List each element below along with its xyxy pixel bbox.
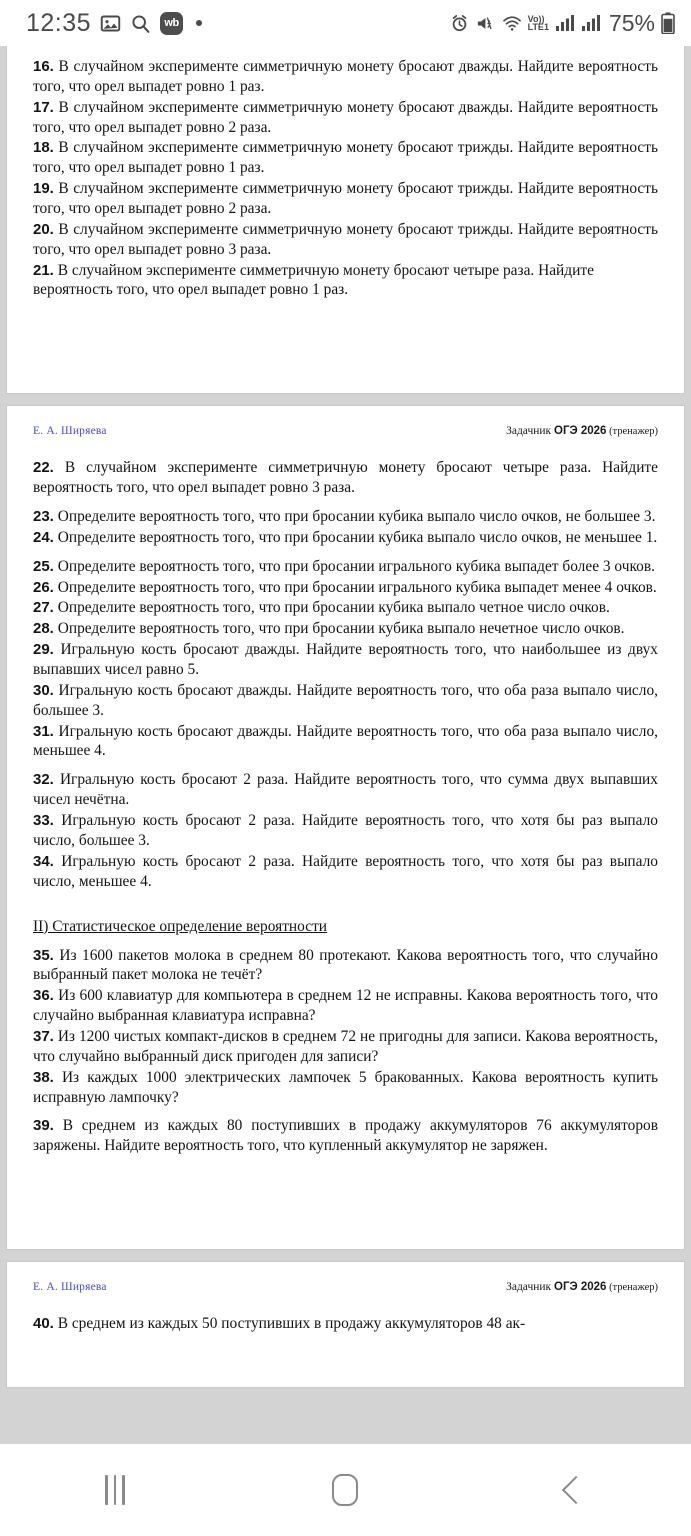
search-icon xyxy=(130,13,151,34)
task-text: Игральную кость бросают дважды. Найдите вероятность того, что наибольшее из двух выпавших чисел равно 5. xyxy=(33,641,658,679)
volte-bottom-label: LTE1 xyxy=(527,22,549,32)
task-text: В среднем из каждых 80 поступивших в продажу аккумуляторов 76 аккумуляторов заряжены. Найдите вероятность того, что купленный аккумулятор не заряжен. xyxy=(33,1117,658,1155)
task-item xyxy=(33,1116,658,1156)
page-bottom-whitespace xyxy=(33,301,658,393)
task-item xyxy=(33,598,658,618)
task-text: В случайном эксперименте симметричную монету бросают трижды. Найдите вероятность того, что орел выпадет ровно 1 раз. xyxy=(33,139,658,177)
task-number: 40. xyxy=(33,1315,54,1333)
section-heading: II) Статистическое определение вероятности xyxy=(33,917,328,935)
task-number: 27. xyxy=(33,599,54,617)
home-button[interactable] xyxy=(285,1460,405,1520)
task-number: 33. xyxy=(33,812,54,830)
page-header-title-bold: ОГЭ 2026 xyxy=(554,1281,607,1294)
task-text: Определите вероятность того, что при бросании игрального кубика выпадет более 3 очков. xyxy=(57,557,655,575)
task-text: В случайном эксперименте симметричную монету бросают четыре раза. Найдите вероятность того, что орел выпадет ровно 3 раза. xyxy=(33,459,658,497)
task-item xyxy=(33,458,658,498)
task-number: 31. xyxy=(33,722,54,740)
status-bar-right xyxy=(450,10,675,37)
volte-icon xyxy=(528,15,549,31)
task-number: 25. xyxy=(33,557,54,575)
document-page-2 xyxy=(6,405,685,1250)
task-item xyxy=(33,98,658,138)
task-number: 20. xyxy=(33,220,54,238)
task-text: Из каждых 1000 электрических лампочек 5 бракованных. Какова вероятность купить исправную лампочку? xyxy=(33,1068,658,1106)
task-number: 16. xyxy=(33,58,54,75)
page-header-title-bold: ОГЭ 2026 xyxy=(554,425,607,438)
task-number: 17. xyxy=(33,98,54,116)
task-item xyxy=(33,507,658,527)
task-item xyxy=(33,528,658,548)
task-number: 32. xyxy=(33,771,54,789)
back-icon xyxy=(562,1476,590,1504)
status-bar xyxy=(0,0,691,46)
task-number: 22. xyxy=(33,459,54,477)
page-header-title-suffix: (тренажер) xyxy=(606,1282,658,1294)
page-header-title-prefix: Задачник xyxy=(506,1281,554,1294)
task-number: 18. xyxy=(33,139,54,157)
back-button[interactable] xyxy=(516,1460,636,1520)
task-number: 30. xyxy=(33,681,54,699)
image-icon xyxy=(100,13,121,34)
mute-icon xyxy=(475,14,495,33)
task-text: Игральную кость бросают дважды. Найдите вероятность того, что оба раза выпало число, большее 3. xyxy=(33,681,658,719)
task-number: 34. xyxy=(33,852,54,870)
task-item xyxy=(33,179,658,219)
task-item xyxy=(33,557,658,577)
page-header-author[interactable]: Е. А. Ширяева xyxy=(33,1281,107,1294)
alarm-icon xyxy=(450,14,469,33)
page-bottom-whitespace xyxy=(33,1157,658,1249)
page-header xyxy=(33,406,658,458)
page-header-title xyxy=(506,425,658,437)
task-item xyxy=(33,261,658,301)
task-text: В случайном эксперименте симметричную монету бросают трижды. Найдите вероятность того, что орел выпадет ровно 3 раза. xyxy=(33,220,658,258)
status-clock: 12:35 xyxy=(26,8,92,37)
task-text: Игральную кость бросают дважды. Найдите вероятность того, что оба раза выпало число, меньшее 4. xyxy=(33,722,658,760)
task-number: 38. xyxy=(33,1068,54,1086)
task-number: 36. xyxy=(33,987,54,1005)
task-item xyxy=(33,986,658,1026)
page-header-title xyxy=(506,1281,658,1293)
task-text: Определите вероятность того, что при бросании кубика выпало число очков, не меньшее 1. xyxy=(57,528,658,546)
page-header-title-prefix: Задачник xyxy=(506,425,554,438)
task-number: 37. xyxy=(33,1027,54,1045)
task-text: В случайном эксперименте симметричную монету бросают трижды. Найдите вероятность того, что орел выпадет ровно 2 раза. xyxy=(33,180,658,218)
task-item xyxy=(33,681,658,721)
document-page-3 xyxy=(6,1261,685,1388)
task-item xyxy=(33,722,658,762)
task-item xyxy=(33,1314,658,1334)
task-text: Игральную кость бросают 2 раза. Найдите вероятность того, что хотя бы раз выпало число, большее 3. xyxy=(33,812,658,849)
task-number: 23. xyxy=(33,508,54,526)
task-number: 28. xyxy=(33,620,54,638)
task-text: Игральную кость бросают 2 раза. Найдите вероятность того, что сумма двух выпавших чисел нечётна. xyxy=(33,771,658,809)
android-navigation-bar xyxy=(0,1444,691,1536)
task-item xyxy=(33,852,658,892)
recents-icon xyxy=(105,1475,125,1505)
task-item xyxy=(33,138,658,178)
page-header-title-suffix: (тренажер) xyxy=(606,426,658,438)
signal-icon-1 xyxy=(555,14,575,32)
task-text: Из 600 клавиатур для компьютера в среднем 12 не исправны. Какова вероятность того, что случайно выбранная клавиатура исправна? xyxy=(33,987,658,1025)
signal-icon-2 xyxy=(581,14,601,32)
task-number: 24. xyxy=(33,528,54,546)
task-text: В случайном эксперименте симметричную монету бросают дважды. Найдите вероятность того, что орел выпадет ровно 2 раза. xyxy=(33,98,658,136)
battery-icon xyxy=(661,12,675,34)
task-item xyxy=(33,811,658,851)
task-item xyxy=(33,946,658,986)
task-text: Из 1600 пакетов молока в среднем 80 протекают. Какова вероятность того, что случайно выбранный пакет молока не течёт? xyxy=(33,946,658,984)
task-number: 39. xyxy=(33,1117,54,1135)
wb-badge-icon: wb xyxy=(160,12,183,35)
task-text: Определите вероятность того, что при бросании кубика выпало нечетное число очков. xyxy=(57,620,625,638)
task-text: В среднем из каждых 50 поступивших в продажу аккумуляторов 48 ак- xyxy=(57,1315,526,1333)
task-item xyxy=(33,1027,658,1067)
task-number: 26. xyxy=(33,578,54,596)
home-icon xyxy=(332,1474,358,1506)
page-header-author[interactable]: Е. А. Ширяева xyxy=(33,425,107,438)
document-scroll-area[interactable] xyxy=(0,46,691,1444)
task-item xyxy=(33,619,658,639)
task-text: В случайном эксперименте симметричную монету бросают четыре раза. Найдите вероятность того, что орел выпадет ровно 1 раз. xyxy=(33,261,594,299)
wifi-icon xyxy=(501,14,522,33)
task-text: Определите вероятность того, что при бросании кубика выпало число очков, не большее 3. xyxy=(57,508,656,526)
page-header xyxy=(33,1262,658,1314)
dot-indicator xyxy=(196,20,202,26)
task-item xyxy=(33,57,658,97)
task-text: В случайном эксперименте симметричную монету бросают дважды. Найдите вероятность того, что орел выпадет ровно 1 раз. xyxy=(33,58,658,95)
task-number: 35. xyxy=(33,946,54,964)
document-page-1 xyxy=(6,46,685,394)
task-number: 29. xyxy=(33,641,54,659)
task-number: 19. xyxy=(33,180,54,198)
task-text: Из 1200 чистых компакт-дисков в среднем 72 не пригодны для записи. Какова вероятность, что случайно выбранный диск пригоден для записи? xyxy=(33,1027,658,1065)
task-item xyxy=(33,640,658,680)
task-item xyxy=(33,578,658,598)
task-text: Игральную кость бросают 2 раза. Найдите вероятность того, что хотя бы раз выпало число, меньшее 4. xyxy=(33,852,658,890)
task-item xyxy=(33,220,658,260)
volte-top-label: Vo)) xyxy=(527,14,545,24)
task-number: 21. xyxy=(33,261,54,279)
task-text: Определите вероятность того, что при бросании игрального кубика выпадет менее 4 очков. xyxy=(57,578,657,596)
task-text: Определите вероятность того, что при бросании кубика выпало четное число очков. xyxy=(57,599,610,617)
page-bottom-whitespace xyxy=(33,1335,658,1387)
status-bar-left xyxy=(26,9,202,38)
recents-button[interactable] xyxy=(55,1460,175,1520)
task-item xyxy=(33,1068,658,1108)
task-item xyxy=(33,770,658,810)
battery-percent-label: 75% xyxy=(608,9,655,36)
